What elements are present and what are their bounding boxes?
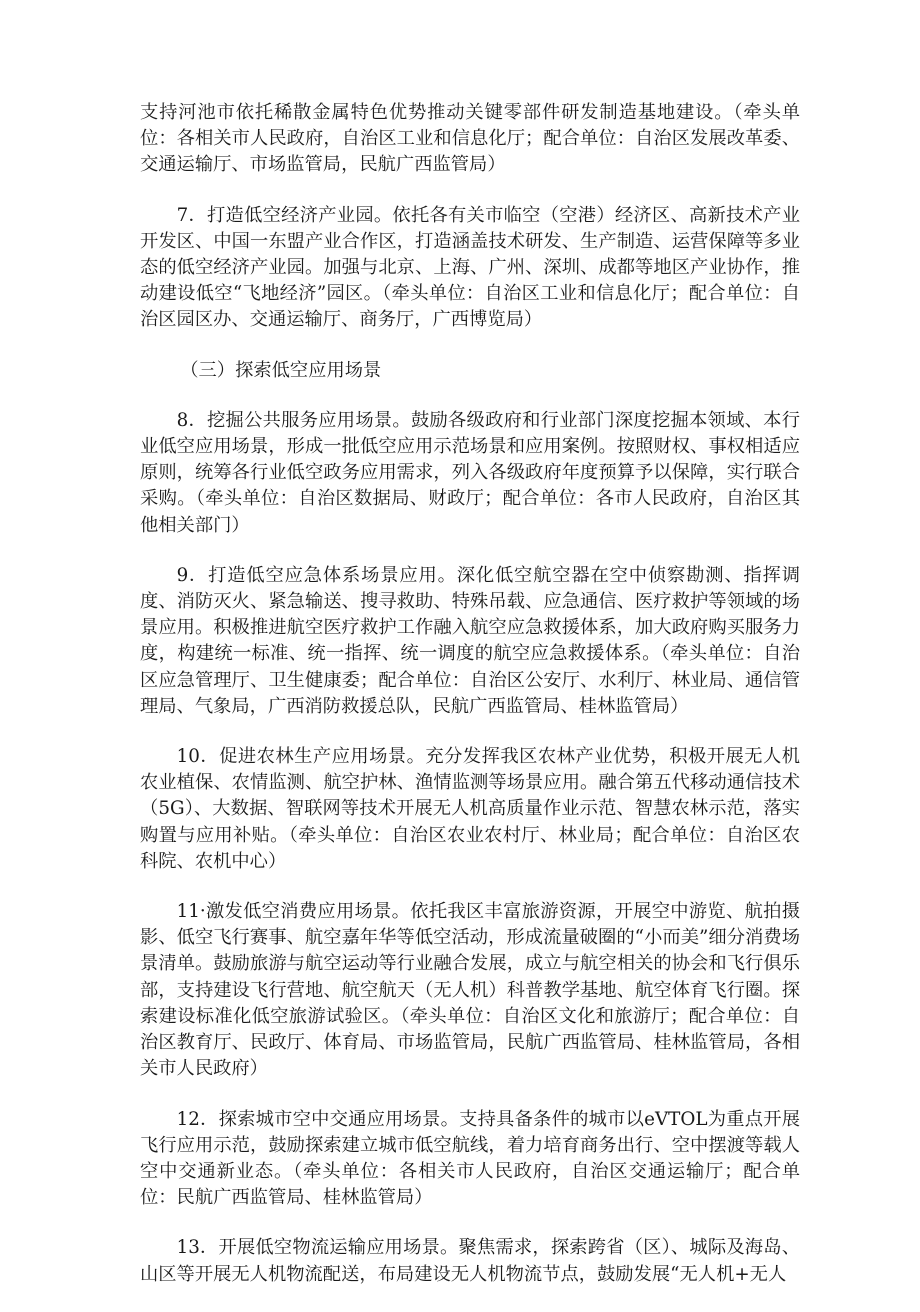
paragraph-item-7: 7．打造低空经济产业园。依托各有关市临空（空港）经济区、高新技术产业开发区、中国一东盟产业合作区，打造涵盖技术研发、生产制造、运营保障等多业态的低空经济产业园。加强与北京、上海、广州、深圳、成都等地区产业协作，推动建设低空“飞地经济”园区。（牵头单位：自治区工业和信息化厅；配合单位：自治区园区办、交通运输厅、商务厅，广西博览局） [140, 204, 800, 331]
paragraph-item-11: 11·激发低空消费应用场景。依托我区丰富旅游资源，开展空中游览、航拍摄影、低空飞行赛事、航空嘉年华等低空活动，形成流量破圈的“小而美”细分消费场景清单。鼓励旅游与航空运动等行业融合发展，成立与航空相关的协会和飞行俱乐部，支持建设飞行营地、航空航天（无人机）科普教学基地、航空体育飞行圈。探索建设标准化低空旅游试验区。（牵头单位：自治区文化和旅游厅；配合单位：自治区教育厅、民政厅、体育局、市场监管局，民航广西监管局、桂林监管局，各相关市人民政府） [140, 901, 800, 1080]
paragraph-item-8: 8．挖掘公共服务应用场景。鼓励各级政府和行业部门深度挖掘本领域、本行业低空应用场景，形成一批低空应用示范场景和应用案例。按照财权、事权相适应原则，统筹各行业低空政务应用需求，列入各级政府年度预算予以保障，实行联合采购。（牵头单位：自治区数据局、财政厅；配合单位：各市人民政府，自治区其他相关部门） [140, 409, 800, 536]
section-heading: （三）探索低空应用场景 [180, 359, 382, 381]
paragraph-continuation: 支持河池市依托稀散金属特色优势推动关键零部件研发制造基地建设。（牵头单位：各相关市人民政府，自治区工业和信息化厅；配合单位：自治区发展改革委、交通运输厅、市场监管局，民航广西监管局） [140, 102, 800, 176]
paragraph-item-13: 13．开展低空物流运输应用场景。聚焦需求，探索跨省（区）、城际及海岛、山区等开展无人机物流配送，布局建设无人机物流节点，鼓励发展“无人机+无人 [140, 1237, 800, 1285]
document-page [140, 100, 800, 1312]
paragraph-item-12: 12．探索城市空中交通应用场景。支持具备条件的城市以eVTOL为重点开展飞行应用示范，鼓励探索建立城市低空航线，着力培育商务出行、空中摆渡等载人空中交通新业态。（牵头单位：各相关市人民政府，自治区交通运输厅；配合单位：民航广西监管局、桂林监管局） [140, 1108, 800, 1209]
paragraph-item-9: 9．打造低空应急体系场景应用。深化低空航空器在空中侦察勘测、指挥调度、消防灭火、紧急输送、搜寻救助、特殊吊载、应急通信、医疗救护等领域的场景应用。积极推进航空医疗救护工作融入航空应急救援体系，加大政府购买服务力度，构建统一标准、统一指挥、统一调度的航空应急救援体系。（牵头单位：自治区应急管理厅、卫生健康委；配合单位：自治区公安厅、水利厅、林业局、通信管理局、气象局，广西消防救援总队，民航广西监管局、桂林监管局） [140, 564, 800, 717]
paragraph-item-10: 10．促进农林生产应用场景。充分发挥我区农林产业优势，积极开展无人机农业植保、农情监测、航空护林、渔情监测等场景应用。融合第五代移动通信技术（5G）、大数据、智联网等技术开展无人机高质量作业示范、智慧农林示范，落实购置与应用补贴。（牵头单位：自治区农业农村厅、林业局；配合单位：自治区农科院、农机中心） [140, 746, 800, 872]
